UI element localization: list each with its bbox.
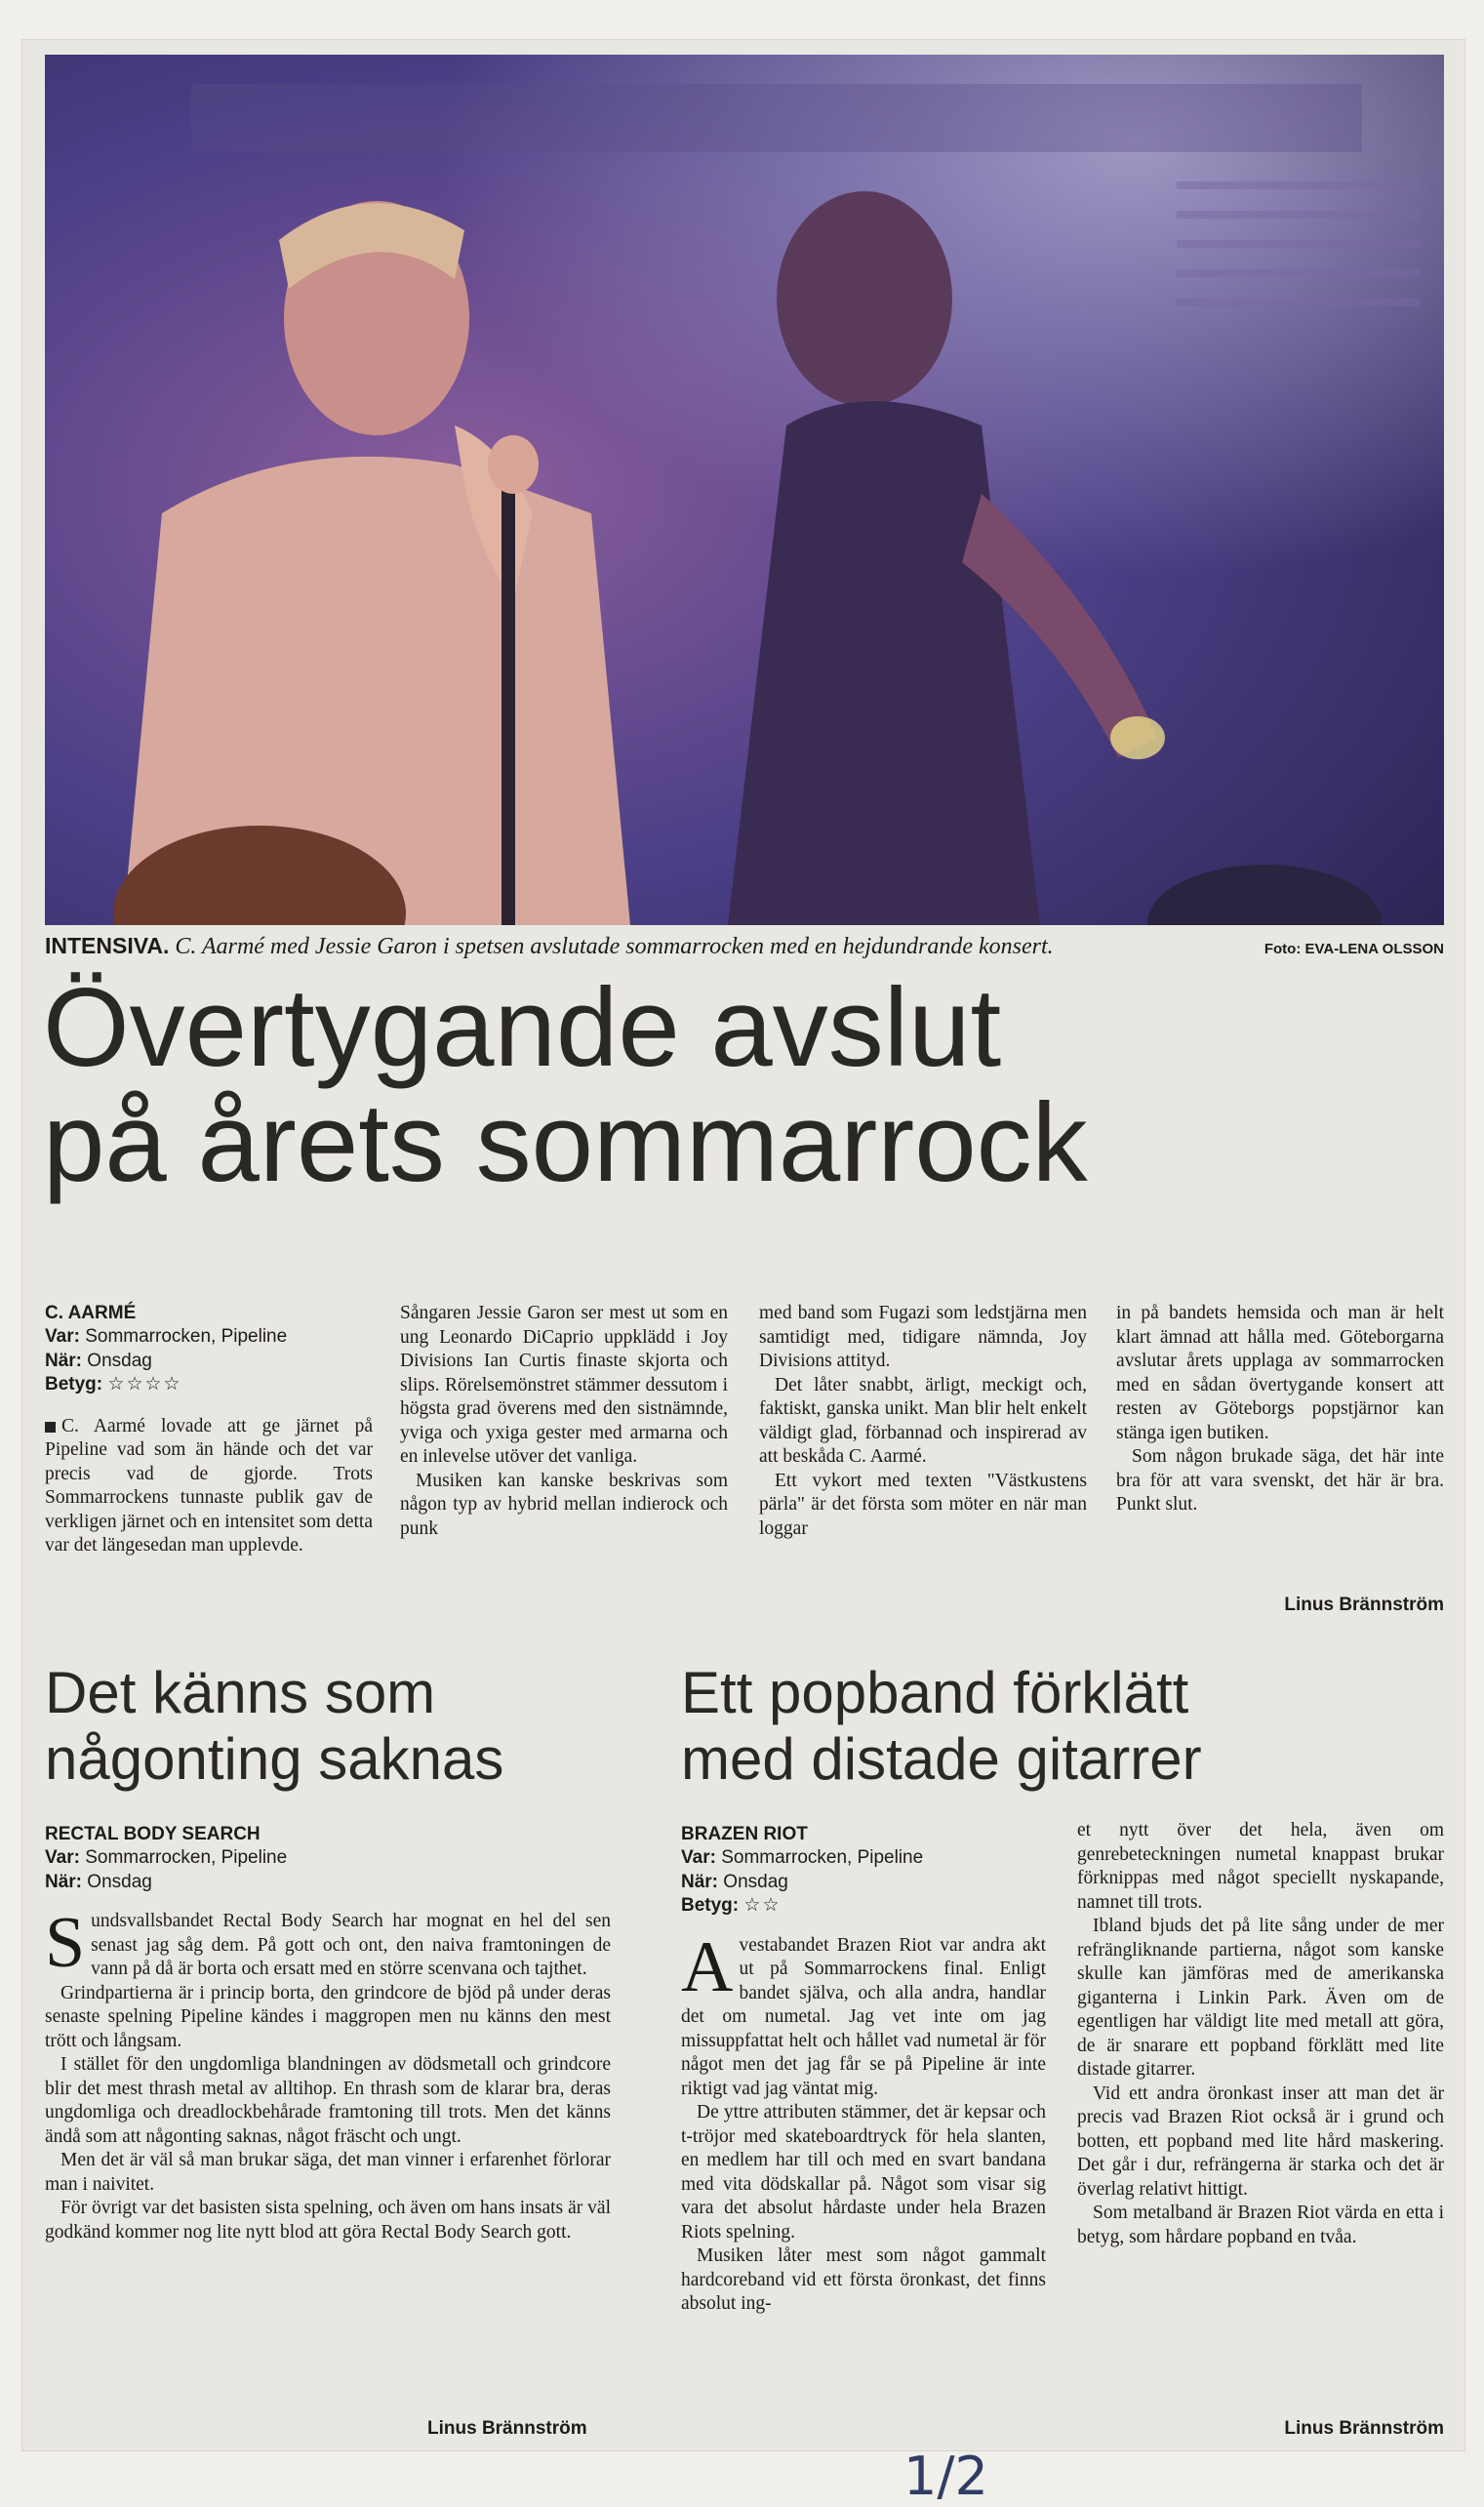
photo-caption <box>45 933 1444 960</box>
main-col-3 <box>759 1302 1087 1541</box>
right-colB-p3: Vid ett andra öronkast inser att man det är precis vad Brazen Riot också är i grund och botten, ett popband med lite hård maskering. Det går i dur, refrängerna är starka och det är överlag relativt hittigt. <box>1077 2082 1444 2200</box>
right-var-value: Sommarrocken, Pipeline <box>721 1847 924 1868</box>
right-nar-row <box>681 1871 1046 1895</box>
handwritten-page-mark: 1/2 <box>903 2446 988 2507</box>
left-p2: Grindpartierna är i princip borta, den grindcore de bjöd på under deras senaste spelning Pipeline kändes i maggropen men nu känns den mest trött och långsam. <box>45 1982 611 2051</box>
photo-credit: Foto: EVA-LENA OLSSON <box>1263 941 1444 957</box>
main-var-label: Var: <box>45 1326 80 1347</box>
main-col-1 <box>45 1302 373 1558</box>
left-factbox <box>45 1823 611 1894</box>
concert-photo-image <box>45 55 1444 925</box>
main-col2-p2: Musiken kan kanske beskrivas som någon typ av hybrid mellan indierock och punk <box>400 1470 728 1539</box>
right-betyg-row <box>681 1894 1046 1919</box>
main-col-4 <box>1116 1302 1444 1517</box>
main-nar-label: När: <box>45 1350 83 1371</box>
main-var-row <box>45 1325 373 1350</box>
main-col4-p2: Som någon brukade säga, det här inte bra för att vara svenskt, det här är bra. Punkt slut. <box>1116 1446 1444 1515</box>
right-headline-line1: Ett popband förklätt <box>681 1660 1189 1725</box>
left-headline-line1: Det känns som <box>45 1660 436 1725</box>
right-band-name: BRAZEN RIOT <box>681 1824 808 1844</box>
left-review-body <box>45 1823 611 2244</box>
main-col1-text: C. Aarmé lovade att ge järnet på Pipeline vad som än hände och det var precis vad de gjorde. Trots Sommarrockens tunnaste publik gav de verkligen järnet och en intensitet som detta var det längesedan man upplevde. <box>45 1415 373 1556</box>
right-col-b <box>1077 1819 1444 2249</box>
left-nar-label: När: <box>45 1871 83 1892</box>
main-col1-paragraph <box>45 1415 373 1558</box>
main-nar-value: Onsdag <box>87 1350 152 1371</box>
main-factbox <box>45 1302 373 1397</box>
left-p5: För övrigt var det basisten sista spelning, och även om hans insats är väl godkänd kommer nog lite nytt blod att göra Rectal Body Search gott. <box>45 2198 611 2243</box>
main-var-value: Sommarrocken, Pipeline <box>85 1326 288 1347</box>
left-p4: Men det är väl så man brukar säga, det man vinner i erfarenhet förlorar man i naivitet. <box>45 2150 611 2195</box>
main-col-2 <box>400 1302 728 1541</box>
right-colA-p1 <box>681 1926 1046 2102</box>
main-headline-line2: på årets sommarrock <box>43 1081 1088 1205</box>
main-col3-p2: Det låter snabbt, ärligt, meckigt och, faktiskt, ganska unikt. Man blir helt enkelt väldigt glad, förbannad och inspirerad av att beskåda C. Aarmé. <box>759 1374 1087 1467</box>
square-bullet-icon <box>45 1422 56 1433</box>
main-col3-p3: Ett vykort med texten "Västkustens pärla" är det första som möter en när man loggar <box>759 1470 1087 1539</box>
right-colB-p1: et nytt över det hela, även om genrebeteckningen numetal knappast brukar förknippas med något speciellt nyskapande, namnet till trots. <box>1077 1820 1444 1913</box>
main-betyg-label: Betyg: <box>45 1374 103 1395</box>
main-band-name: C. AARMÉ <box>45 1303 137 1323</box>
right-colB-p2: Ibland bjuds det på lite sång under de mer refrängliknande partierna, något som kanske skulle kan jämföras med de amerikanska giganterna i Linkin Park. Även om de egentligen har väldigt lite med metall att göra, de är snarare ett popband förklätt med lite distade gitarrer. <box>1077 1916 1444 2080</box>
main-nar-row <box>45 1350 373 1374</box>
caption-lead: INTENSIVA. <box>45 933 170 958</box>
concert-photo <box>45 55 1444 925</box>
caption-text: C. Aarmé med Jessie Garon i spetsen avslutade sommarrocken med en hejdundrande konsert. <box>175 934 1054 959</box>
main-betyg-row <box>45 1373 373 1397</box>
main-col3-p1: med band som Fugazi som ledstjärna men samtidigt med, tidigare nämnda, Joy Divisions attityd. <box>759 1303 1087 1371</box>
right-var-label: Var: <box>681 1847 716 1868</box>
left-p1-text: undsvallsbandet Rectal Body Search har mognat en hel del sen senast jag såg dem. På gott och ont, den naiva framtoningen de vann på då är borta och ersatt med en större scenvana och tajthet. <box>91 1911 611 1979</box>
main-col2-p1: Sångaren Jessie Garon ser mest ut som en ung Leonardo DiCaprio uppklädd i Joy Divisions Ian Curtis finaste skjorta och slips. Rörelsemönstret stämmer dessutom i högsta grad överens med den sistnämnde, yviga och yxiga gester med armarna och en inlevelse utöver det vanliga. <box>400 1303 728 1467</box>
left-band-name: RECTAL BODY SEARCH <box>45 1824 261 1844</box>
right-col-a <box>681 1823 1046 2317</box>
right-rating-stars: ☆☆ <box>743 1895 782 1916</box>
left-nar-row <box>45 1871 611 1895</box>
left-p1 <box>45 1903 611 1983</box>
right-betyg-label: Betyg: <box>681 1895 740 1916</box>
left-var-value: Sommarrocken, Pipeline <box>85 1847 288 1868</box>
right-drop-cap: A <box>681 1926 734 2007</box>
right-colA-p3: Musiken låter mest som något gammalt hardcoreband vid ett första öronkast, det finns absolut ing- <box>681 2245 1046 2314</box>
left-nar-value: Onsdag <box>87 1871 152 1892</box>
left-var-label: Var: <box>45 1847 80 1868</box>
right-factbox <box>681 1823 1046 1919</box>
left-p3: I stället för den ungdomliga blandningen av dödsmetall och grindcore blir det mest thrash metal av alltihop. En thrash som de klarar bra, deras ungdomliga och dreadlockbehårade framtoning till trots. Men det känns ändå som att någonting saknas, något fräscht och ungt. <box>45 2054 611 2147</box>
right-colA-p2: De yttre attributen stämmer, det är kepsar och t-tröjor med skateboardtryck för hela slanten, en medlem har till och med en svart bandana med vita dödskallar på. Något som visar sig vara det absolut hårdaste under hela Brazen Riots spelning. <box>681 2102 1046 2243</box>
left-byline: Linus Brännström <box>427 2418 587 2439</box>
main-rating-stars: ☆☆☆☆ <box>107 1374 182 1395</box>
main-headline-line1: Övertygande avslut <box>43 966 1002 1090</box>
main-byline: Linus Brännström <box>1284 1595 1444 1615</box>
right-colB-p4: Som metalband är Brazen Riot värda en etta i betyg, som hårdare popband en tvåa. <box>1077 2203 1444 2247</box>
left-headline-line2: någonting saknas <box>45 1726 504 1792</box>
right-colA-p1-text: vestabandet Brazen Riot var andra akt ut på Sommarrockens final. Enligt bandet själva, och alla andra, handlar det om numetal. Jag vet inte om jag missuppfattat helt och hållet vad numetal är för något men det jag får se på Pipeline är inte riktigt vad jag väntat mig. <box>681 1934 1046 2099</box>
right-byline: Linus Brännström <box>1284 2418 1444 2439</box>
right-nar-value: Onsdag <box>723 1871 788 1892</box>
right-headline-line2: med distade gitarrer <box>681 1726 1202 1792</box>
left-drop-cap: S <box>45 1903 86 1983</box>
right-nar-label: När: <box>681 1871 719 1892</box>
right-var-row <box>681 1846 1046 1871</box>
main-col4-p1: in på bandets hemsida och man är helt klart ämnad att hålla med. Göteborgarna avslutar årets upplaga av sommarrocken med en sådan övertygande konsert att resten av Göteborgs popstjärnor kan stänga igen butiken. <box>1116 1303 1444 1443</box>
left-var-row <box>45 1846 611 1871</box>
